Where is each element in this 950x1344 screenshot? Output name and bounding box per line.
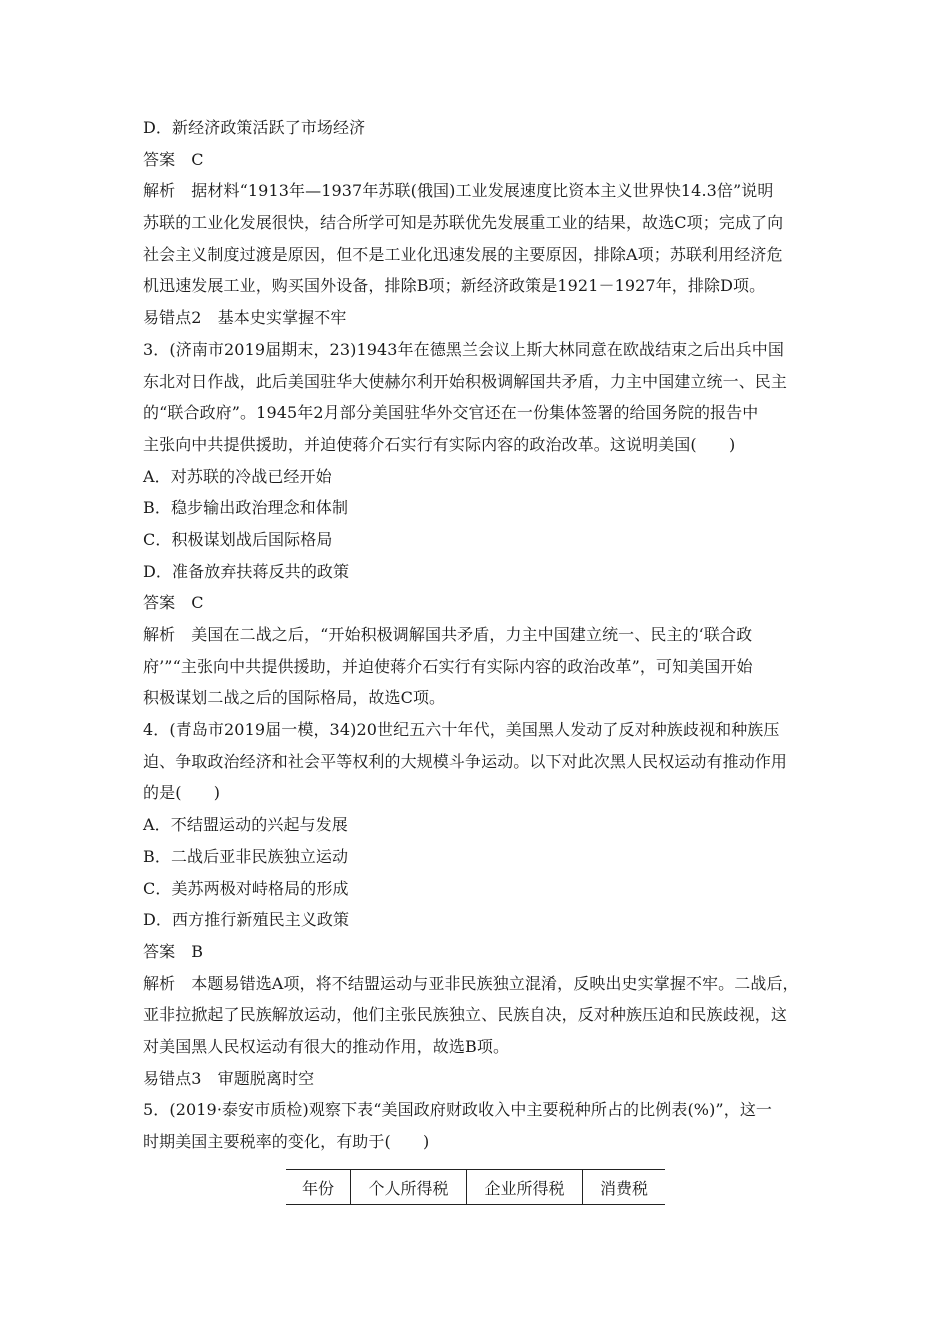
table-header-consumption-tax: 消费税: [583, 1170, 666, 1205]
tax-ratio-table: [286, 1169, 665, 1205]
answer-q3: 答案 C: [143, 593, 204, 613]
analysis-q3-line2: 府’”“主张向中共提供援助，并迫使蒋介石实行有实际内容的政治改革”，可知美国开始: [143, 656, 753, 676]
option-c-q3: C．积极谋划战后国际格局: [143, 529, 333, 549]
question-4-line3: 的是( ): [143, 783, 221, 803]
question-3-line4: 主张向中共提供援助，并迫使蒋介石实行有实际内容的政治改革。这说明美国( ): [143, 434, 736, 454]
option-a-q4: A．不结盟运动的兴起与发展: [143, 815, 348, 835]
analysis-q3-line3: 积极谋划二战之后的国际格局，故选C项。: [143, 688, 446, 708]
question-5-line1: 5．(2019·泰安市质检)观察下表“美国政府财政收入中主要税种所占的比例表(%)”，这一: [143, 1100, 773, 1120]
analysis-q2-line1: 解析 据材料“1913年—1937年苏联(俄国)工业发展速度比资本主义世界快14.3倍”说明: [143, 181, 774, 201]
analysis-q4-line2: 亚非拉掀起了民族解放运动，他们主张民族独立、民族自决，反对种族压迫和民族歧视，这: [143, 1005, 788, 1025]
analysis-q2-line2: 苏联的工业化发展很快，结合所学可知是苏联优先发展重工业的结果，故选C项；完成了向: [143, 213, 784, 233]
table-header-personal-income-tax: 个人所得税: [351, 1170, 467, 1205]
analysis-q2-line3: 社会主义制度过渡是原因，但不是工业化迅速发展的主要原因，排除A项；苏联利用经济危: [143, 244, 783, 264]
option-c-q4: C．美苏两极对峙格局的形成: [143, 878, 349, 898]
answer-q4: 答案 B: [143, 941, 204, 961]
analysis-q2-line4: 机迅速发展工业，购买国外设备，排除B项；新经济政策是1921－1927年，排除D项。: [143, 276, 766, 296]
section-heading-2: 易错点2 基本史实掌握不牢: [143, 308, 347, 328]
question-4-line2: 迫、争取政治经济和社会平等权利的大规模斗争运动。以下对此次黑人民权运动有推动作用: [143, 751, 788, 771]
analysis-q4-line3: 对美国黑人民权运动有很大的推动作用，故选B项。: [143, 1036, 510, 1056]
option-d-q2: D．新经济政策活跃了市场经济: [143, 118, 366, 137]
question-5-line2: 时期美国主要税率的变化，有助于( ): [143, 1132, 430, 1151]
option-d-q4: D．西方推行新殖民主义政策: [143, 910, 350, 930]
option-b-q3: B．稳步输出政治理念和体制: [143, 498, 349, 518]
answer-q2: 答案 C: [143, 149, 204, 169]
table-header-corporate-income-tax: 企业所得税: [467, 1170, 583, 1205]
question-4-line1: 4．(青岛市2019届一模，34)20世纪五六十年代，美国黑人发动了反对种族歧视和种族压: [143, 720, 780, 740]
analysis-q3-line1: 解析 美国在二战之后，“开始积极调解国共矛盾，力主中国建立统一、民主的‘联合政: [143, 625, 753, 644]
question-3-line3: 的“联合政府”。1945年2月部分美国驻华外交官还在一份集体签署的给国务院的报告中: [143, 403, 759, 423]
option-b-q4: B．二战后亚非民族独立运动: [143, 846, 349, 866]
document-body: [143, 118, 815, 1164]
question-3-line2: 东北对日作战，此后美国驻华大使赫尔利开始积极调解国共矛盾，力主中国建立统一、民主: [143, 371, 788, 391]
section-heading-3: 易错点3 审题脱离时空: [143, 1068, 315, 1088]
option-d-q3: D．准备放弃扶蒋反共的政策: [143, 561, 350, 581]
analysis-q4-line1: 解析 本题易错选A项，将不结盟运动与亚非民族独立混淆，反映出史实掌握不牢。二战后，: [143, 973, 799, 993]
question-3-line1: 3．(济南市2019届期末，23)1943年在德黑兰会议上斯大林同意在欧战结束之后出兵中国: [143, 339, 784, 359]
table-header-row: [286, 1170, 665, 1205]
option-a-q3: A．对苏联的冷战已经开始: [143, 466, 332, 486]
table-header-year: 年份: [286, 1170, 351, 1205]
